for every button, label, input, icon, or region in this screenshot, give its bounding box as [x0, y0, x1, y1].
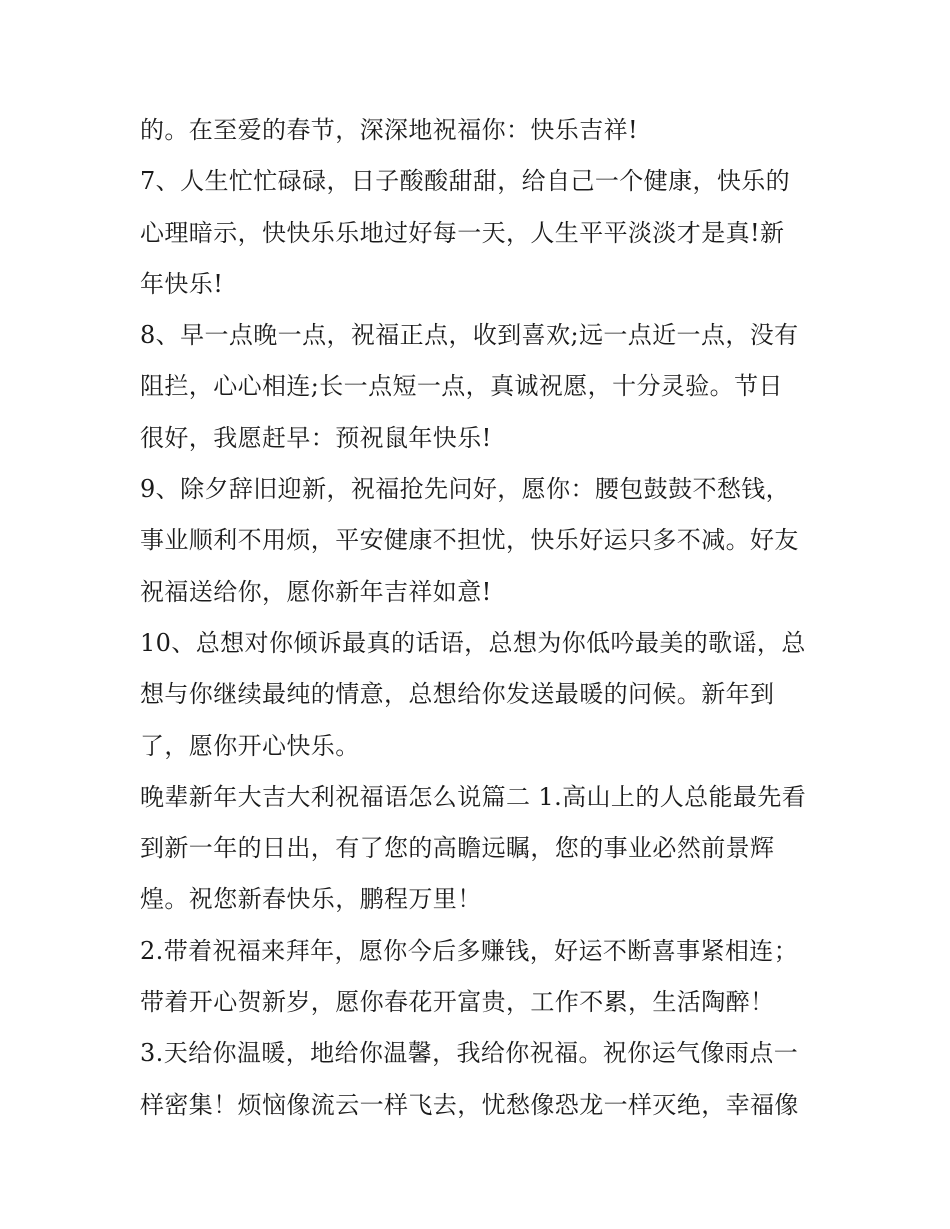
text-line: 祝福送给你，愿你新年吉祥如意!: [140, 577, 492, 606]
text-line: 7、人生忙忙碌碌，日子酸酸甜甜，给自己一个健康，快乐的: [140, 167, 791, 196]
text-line: 3.天给你温暖，地给你温馨，我给你祝福。祝你运气像雨点一: [140, 1039, 799, 1068]
text-line: 了，愿你开心快乐。: [140, 731, 360, 760]
text-line: 9、除夕辞旧迎新，祝福抢先问好，愿你：腰包鼓鼓不愁钱，: [140, 475, 791, 504]
document-body: [140, 105, 820, 1131]
text-line: 10、总想对你倾诉最真的话语，总想为你低吟最美的歌谣，总: [140, 628, 806, 657]
section-heading-line: 晚辈新年大吉大利祝福语怎么说篇二 1.高山上的人总能最先看: [140, 782, 807, 811]
text-line: 8、早一点晚一点，祝福正点，收到喜欢;远一点近一点，没有: [140, 321, 799, 350]
text-line: 心理暗示，快快乐乐地过好每一天，人生平平淡淡才是真!新: [140, 218, 785, 247]
text-line: 的。在至爱的春节，深深地祝福你：快乐吉祥!: [140, 116, 639, 144]
text-line: 煌。祝您新春快乐，鹏程万里！: [140, 885, 482, 914]
text-line: 带着开心贺新岁，愿你春花开富贵，工作不累，生活陶醉！: [140, 988, 775, 1017]
text-line: 很好，我愿赶早：预祝鼠年快乐!: [140, 423, 492, 452]
text-line: 阻拦，心心相连;长一点短一点，真诚祝愿，十分灵验。节日: [140, 372, 783, 401]
text-line: 年快乐!: [140, 269, 224, 298]
text-line: 事业顺利不用烦，平安健康不担忧，快乐好运只多不减。好友: [140, 526, 799, 555]
text-line: 样密集！烦恼像流云一样飞去，忧愁像恐龙一样灭绝，幸福像: [140, 1090, 799, 1119]
text-line: 到新一年的日出，有了您的高瞻远瞩，您的事业必然前景辉: [140, 834, 775, 863]
text-line: 想与你继续最纯的情意，总想给你发送最暖的问候。新年到: [140, 680, 775, 709]
text-line: 2.带着祝福来拜年，愿你今后多赚钱，好运不断喜事紧相连；: [140, 936, 799, 965]
